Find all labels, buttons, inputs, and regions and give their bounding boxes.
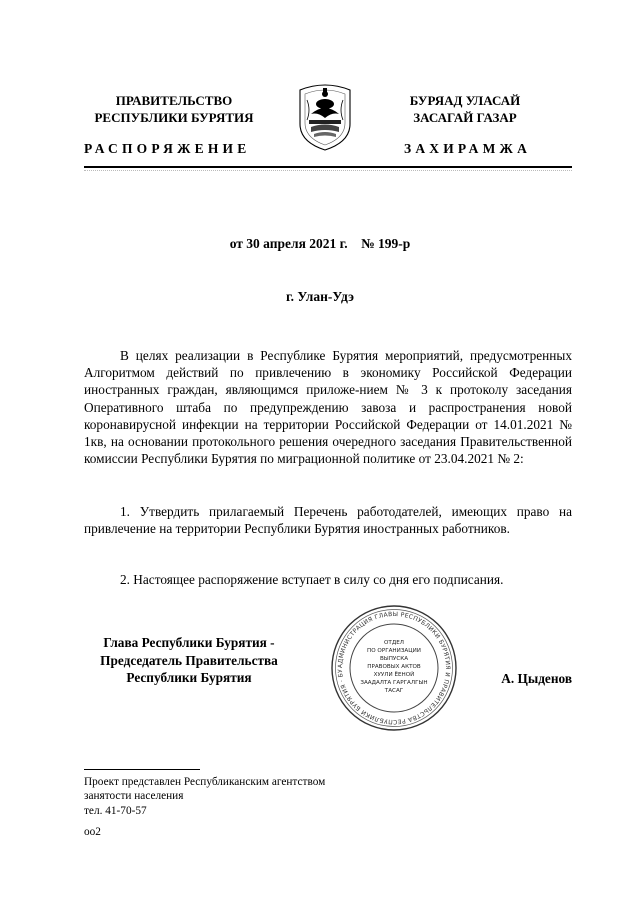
org-name-russian: [84, 92, 264, 126]
stamp-inner-line: ПО ОРГАНИЗАЦИИ: [367, 648, 421, 654]
signatory-title-line2: Председатель Правительства: [100, 652, 278, 668]
stamp-inner-line: ЗААДАЛТА ГАРГАЛГЫН: [360, 680, 428, 686]
footer-note-line2: занятости населения: [84, 790, 184, 803]
org-name-ru-line1: ПРАВИТЕЛЬСТВО: [115, 93, 233, 108]
item-2-paragraph: [84, 571, 572, 588]
coat-of-arms-emblem: [297, 80, 353, 152]
stamp-outer-ring-text: АДМИНИСТРАЦИЯ ГЛАВЫ РЕСПУБЛИКИ БУРЯТИЯ И ПРАВИТЕЛЬСТВА РЕСПУБЛИКИ БУРЯТИЯ · БУ: [336, 610, 452, 726]
org-name-ru-line2: РЕСПУБЛИКИ БУРЯТИЯ: [94, 110, 254, 125]
stamp-inner-line: ПРАВОВЫХ АКТОВ: [367, 664, 421, 670]
doc-type-buryat: ЗАХИРАМЖА: [404, 141, 532, 156]
city-name: г. Улан-Удэ: [286, 289, 354, 304]
footer-note-line3: тел. 41-70-57: [84, 804, 147, 817]
footer-note: [84, 775, 444, 818]
stamp-inner-line: ТАСАГ: [384, 688, 404, 694]
stamp-inner-line: ХУУЛИ ЁЕНОЙ: [373, 672, 415, 678]
coat-of-arms-icon: [297, 80, 353, 152]
footer-code: оо2: [84, 826, 101, 838]
signatory-title-line1: Глава Республики Бурятия -: [103, 635, 275, 650]
footnote-divider: [84, 769, 200, 770]
header-dotted-line: [84, 170, 572, 177]
preamble-paragraph: [84, 347, 572, 467]
preamble-text: В целях реализации в Республике Бурятия мероприятий, предусмотренных Алгоритмом действий по привлечению в экономику Российской Федерации иностранных граждан, являющимся приложе-нием № 3 к протоколу заседания Оперативного штаба по предупреждению завоза и распространения новой коронавирусной инфекции на территории Российской Федерации от 14.01.2021 № 1кв, на основании протокольного решения очередного заседания Правительственной комиссии Республики Бурятия по миграционной политике от 23.04.2021 № 2:: [84, 348, 572, 467]
stamp-inner-line: ВЫПУСКА: [379, 656, 409, 662]
stamp-seal-icon: [330, 604, 458, 732]
date-and-number: от 30 апреля 2021 г. № 199-р: [229, 236, 411, 251]
official-stamp: [330, 604, 458, 732]
signatory-title: [84, 634, 294, 687]
signatory-title-line3: Республики Бурятия: [126, 670, 252, 685]
footer-note-line1: Проект представлен Республиканским агентством: [84, 776, 326, 788]
header-divider: [84, 166, 572, 168]
item-1-paragraph: [84, 503, 572, 537]
item-2-text: 2. Настоящее распоряжение вступает в силу со дня его подписания.: [120, 572, 504, 587]
org-name-bua-line2: ЗАСАГАЙ ГАЗАР: [413, 110, 517, 125]
item-1-text: 1. Утвердить прилагаемый Перечень работодателей, имеющих право на привлечение на территории Республики Бурятия иностранных работников.: [84, 504, 572, 537]
org-name-buryat: [380, 92, 550, 126]
org-name-bua-line1: БУРЯАД УЛАСАЙ: [409, 93, 521, 108]
signatory-name: А. Цыденов: [501, 671, 572, 686]
stamp-inner-line: ОТДЕЛ: [384, 640, 404, 646]
doc-type-russian: РАСПОРЯЖЕНИЕ: [84, 141, 251, 156]
